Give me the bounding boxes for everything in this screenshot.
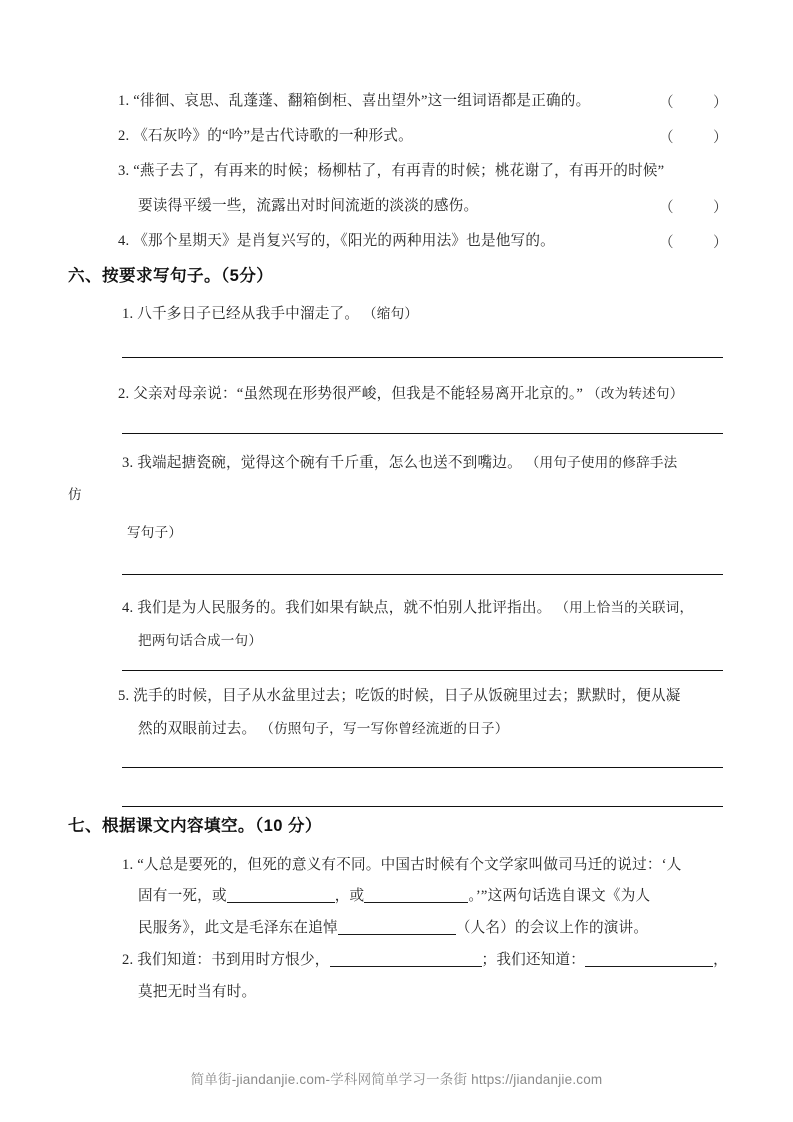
fill-blank-5[interactable] bbox=[585, 951, 713, 967]
text-before-blank-1: 固有一死，或 bbox=[138, 888, 227, 904]
section-six-question-5-line2 bbox=[138, 718, 509, 740]
section-six-question-2 bbox=[118, 383, 684, 405]
fill-blank-3[interactable] bbox=[338, 919, 456, 935]
section-seven-question-2-line2: 莫把无时当有时。 bbox=[138, 984, 257, 1000]
question-number: 2. bbox=[122, 952, 134, 968]
section-six-question-3 bbox=[122, 452, 677, 474]
question-text: 《石灰吟》的“吟”是古代诗歌的一种形式。 bbox=[133, 128, 413, 144]
footer-watermark: 简单街-jiandanjie.com-学科网简单学习一条街 https://jiandanjie.com bbox=[190, 1072, 603, 1087]
question-number: 5. bbox=[118, 688, 130, 704]
answer-rule-six-1[interactable] bbox=[122, 357, 723, 358]
section-seven-question-1-line1 bbox=[122, 855, 682, 876]
question-number: 3. bbox=[122, 455, 134, 471]
text-after-blank-2: 。’”这两句话选自课文《为人 bbox=[468, 888, 651, 904]
question-text: 父亲对母亲说：“虽然现在形势很严峻，但我是不能轻易离开北京的。” bbox=[133, 386, 584, 402]
question-text: 八千多日子已经从我手中溜走了。 bbox=[137, 306, 360, 322]
question-number: 4. bbox=[118, 233, 130, 249]
true-false-question-4 bbox=[118, 231, 555, 252]
question-hint-part1: （用上恰当的关联词， bbox=[555, 600, 694, 615]
question-text: 我端起搪瓷碗，觉得这个碗有千斤重，怎么也送不到嘴边。 bbox=[137, 455, 522, 471]
answer-rule-six-5b[interactable] bbox=[122, 806, 723, 807]
section-six-question-4 bbox=[122, 597, 693, 619]
bracket-open: （ bbox=[659, 130, 674, 146]
text-before-blank-3: 民服务》，此文是毛泽东在追悼 bbox=[138, 920, 338, 936]
section-six-question-4-hint-cont: 把两句话合成一句） bbox=[138, 633, 263, 648]
answer-rule-six-4[interactable] bbox=[122, 670, 723, 671]
bracket-close: ） bbox=[713, 95, 728, 111]
bracket-close: ） bbox=[713, 200, 728, 216]
question-number: 1. bbox=[118, 93, 130, 109]
question-text: “人总是要死的，但死的意义有不同。中国古时候有个文学家叫做司马迁的说过：‘人 bbox=[137, 857, 682, 873]
text-between-blanks: ；我们还知道： bbox=[481, 952, 586, 968]
true-false-question-3-line1 bbox=[118, 161, 664, 182]
question-number: 1. bbox=[122, 857, 134, 873]
text-before-blank-4: 我们知道：书到用时方恨少， bbox=[137, 952, 330, 968]
question-text-cont: 然的双眼前过去。 bbox=[138, 721, 257, 737]
section-six-heading: 六、按要求写句子。（5分） bbox=[68, 266, 274, 285]
fill-blank-2[interactable] bbox=[364, 887, 468, 903]
section-six-question-3-overflow: 仿 bbox=[68, 487, 82, 502]
question-hint: （改为转述句） bbox=[586, 386, 684, 401]
section-seven-question-2-line1 bbox=[122, 950, 728, 971]
section-six-question-1 bbox=[122, 303, 418, 325]
true-false-question-3-line2 bbox=[138, 196, 478, 217]
section-six-question-5-line1 bbox=[118, 686, 681, 707]
answer-rule-six-5a[interactable] bbox=[122, 767, 723, 768]
question-number: 1. bbox=[122, 306, 134, 322]
answer-rule-six-2[interactable] bbox=[122, 433, 723, 434]
question-hint-part1: （用句子使用的修辞手法 bbox=[525, 455, 678, 470]
answer-rule-six-3[interactable] bbox=[122, 574, 723, 575]
question-text: “徘徊、哀思、乱蓬蓬、翻箱倒柜、喜出望外”这一组词语都是正确的。 bbox=[133, 93, 591, 109]
question-text: 我们是为人民服务的。我们如果有缺点，就不怕别人批评指出。 bbox=[137, 600, 552, 616]
section-seven-question-1-line2 bbox=[138, 886, 650, 907]
question-text: 洗手的时候，目子从水盆里过去；吃饭的时候，日子从饭碗里过去；默默时，便从凝 bbox=[133, 688, 681, 704]
bracket-open: （ bbox=[659, 235, 674, 251]
question-text: “燕子去了，有再来的时候；杨柳枯了，有再青的时候；桃花谢了，有再开的时候” bbox=[133, 163, 665, 179]
text-after-blank-3: （人名）的会议上作的演讲。 bbox=[455, 920, 649, 936]
question-hint: （仿照句子，写一写你曾经流逝的日子） bbox=[260, 721, 509, 736]
fill-blank-1[interactable] bbox=[227, 887, 335, 903]
bracket-open: （ bbox=[659, 200, 674, 216]
question-number: 4. bbox=[122, 600, 134, 616]
fill-blank-4[interactable] bbox=[330, 951, 482, 967]
section-seven-question-1-line3 bbox=[138, 918, 648, 939]
question-text: 《那个星期天》是肖复兴写的，《阳光的两种用法》也是他写的。 bbox=[133, 233, 555, 249]
text-after-blank-5: ， bbox=[713, 952, 728, 968]
text-between-blanks: ，或 bbox=[334, 888, 365, 904]
question-number: 3. bbox=[118, 163, 130, 179]
question-hint: （缩句） bbox=[363, 306, 419, 321]
question-number: 2. bbox=[118, 128, 130, 144]
true-false-question-2 bbox=[118, 126, 413, 147]
bracket-close: ） bbox=[713, 235, 728, 251]
section-six-question-3-hint-cont: 写句子） bbox=[127, 525, 183, 540]
section-seven-heading: 七、根据课文内容填空。（10 分） bbox=[68, 816, 322, 835]
bracket-open: （ bbox=[659, 95, 674, 111]
question-number: 2. bbox=[118, 386, 130, 402]
true-false-question-1 bbox=[118, 91, 590, 112]
bracket-close: ） bbox=[713, 130, 728, 146]
question-text-cont: 要读得平缓一些，流露出对时间流逝的淡淡的感伤。 bbox=[138, 198, 479, 214]
